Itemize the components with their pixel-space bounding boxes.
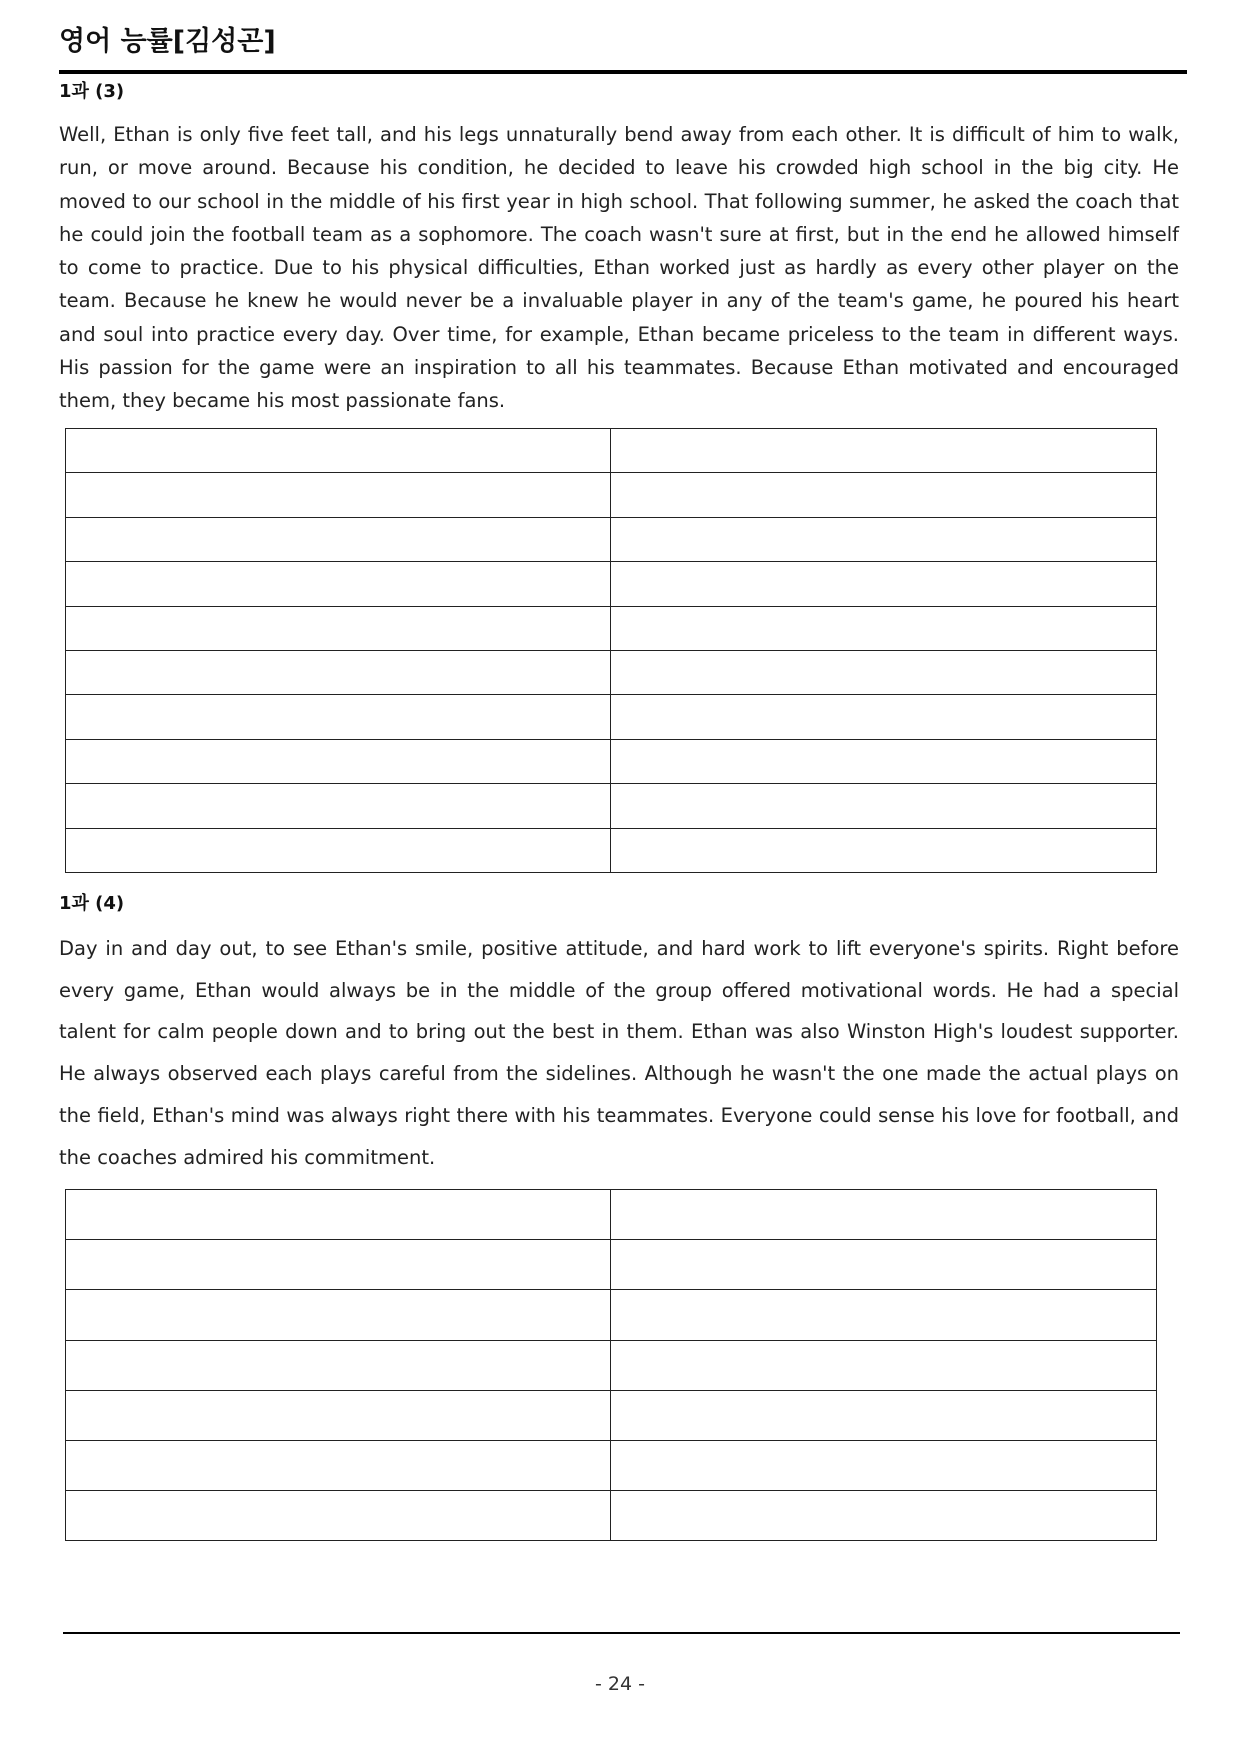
answer-table-lesson-1-4 <box>65 1189 1157 1541</box>
answer-cell-left[interactable] <box>66 1390 611 1440</box>
answer-cell-right[interactable] <box>611 739 1157 783</box>
answer-cell-left[interactable] <box>66 1491 611 1541</box>
answer-cell-left[interactable] <box>66 473 611 517</box>
answer-cell-right[interactable] <box>611 1340 1157 1390</box>
answer-cell-left[interactable] <box>66 606 611 650</box>
answer-cell-right[interactable] <box>611 1290 1157 1340</box>
page-title: 영어 능률[김성곤] <box>59 26 276 57</box>
answer-cell-left[interactable] <box>66 1290 611 1340</box>
answer-table-row <box>66 606 1157 650</box>
page-number: - 24 - <box>595 1673 645 1695</box>
answer-table-row <box>66 650 1157 694</box>
answer-cell-left[interactable] <box>66 784 611 828</box>
answer-cell-left[interactable] <box>66 1190 611 1240</box>
passage-lesson-1-3: Well, Ethan is only five feet tall, and his legs unnaturally bend away from each other. It is difficult of him to walk, run, or move around. Because his condition, he decided to leave his crowded high school in the big city. He moved to our school in the middle of his first year in high school. That following summer, he asked the coach that he could join the football team as a sophomore. The coach wasn't sure at first, but in the end he allowed himself to come to practice. Due to his physical difficulties, Ethan worked just as hardly as every other player on the team. Because he knew he would never be a invaluable player in any of the team's game, he poured his heart and soul into practice every day. Over time, for example, Ethan became priceless to the team in different ways. His passion for the game were an inspiration to all his teammates. Because Ethan motivated and encouraged them, they became his most passionate fans. <box>59 123 1179 413</box>
section-label-lesson-1-4: 1과 (4) <box>59 893 125 914</box>
answer-cell-right[interactable] <box>611 517 1157 561</box>
header-divider <box>59 70 1187 74</box>
answer-cell-right[interactable] <box>611 1390 1157 1440</box>
answer-table-row <box>66 429 1157 473</box>
answer-cell-left[interactable] <box>66 695 611 739</box>
answer-cell-right[interactable] <box>611 1240 1157 1290</box>
answer-table-row <box>66 739 1157 783</box>
answer-table-row <box>66 1390 1157 1440</box>
passage-lesson-1-4: Day in and day out, to see Ethan's smile, positive attitude, and hard work to lift everyone's spirits. Right before every game, Ethan would always be in the middle of the group offered motivational words. He had a special talent for calm people down and to bring out the best in them. Ethan was also Winston High's loudest supporter. He always observed each plays careful from the sidelines. Although he wasn't the one made the actual plays on the field, Ethan's mind was always right there with his teammates. Everyone could sense his love for football, and the coaches admired his commitment. <box>59 937 1179 1169</box>
answer-cell-right[interactable] <box>611 473 1157 517</box>
answer-cell-left[interactable] <box>66 650 611 694</box>
answer-cell-left[interactable] <box>66 828 611 872</box>
answer-cell-left[interactable] <box>66 1340 611 1390</box>
answer-cell-right[interactable] <box>611 429 1157 473</box>
answer-cell-left[interactable] <box>66 562 611 606</box>
answer-cell-left[interactable] <box>66 429 611 473</box>
answer-table-row <box>66 828 1157 872</box>
answer-cell-right[interactable] <box>611 562 1157 606</box>
answer-cell-right[interactable] <box>611 828 1157 872</box>
answer-table-lesson-1-3 <box>65 428 1157 873</box>
answer-table-row <box>66 473 1157 517</box>
answer-cell-right[interactable] <box>611 695 1157 739</box>
answer-table-row <box>66 1491 1157 1541</box>
answer-table-row <box>66 517 1157 561</box>
answer-cell-left[interactable] <box>66 1440 611 1490</box>
answer-cell-left[interactable] <box>66 739 611 783</box>
answer-cell-right[interactable] <box>611 1190 1157 1240</box>
answer-table-row <box>66 784 1157 828</box>
answer-cell-right[interactable] <box>611 650 1157 694</box>
answer-table-row <box>66 1190 1157 1240</box>
answer-table-row <box>66 1290 1157 1340</box>
answer-table-row <box>66 1340 1157 1390</box>
answer-cell-left[interactable] <box>66 517 611 561</box>
answer-table-row <box>66 1440 1157 1490</box>
answer-table-row <box>66 695 1157 739</box>
answer-table-row <box>66 1240 1157 1290</box>
answer-cell-right[interactable] <box>611 1491 1157 1541</box>
answer-cell-right[interactable] <box>611 1440 1157 1490</box>
answer-table-row <box>66 562 1157 606</box>
answer-cell-left[interactable] <box>66 1240 611 1290</box>
answer-cell-right[interactable] <box>611 784 1157 828</box>
section-label-lesson-1-3: 1과 (3) <box>59 81 125 102</box>
footer-divider <box>63 1632 1180 1634</box>
answer-cell-right[interactable] <box>611 606 1157 650</box>
